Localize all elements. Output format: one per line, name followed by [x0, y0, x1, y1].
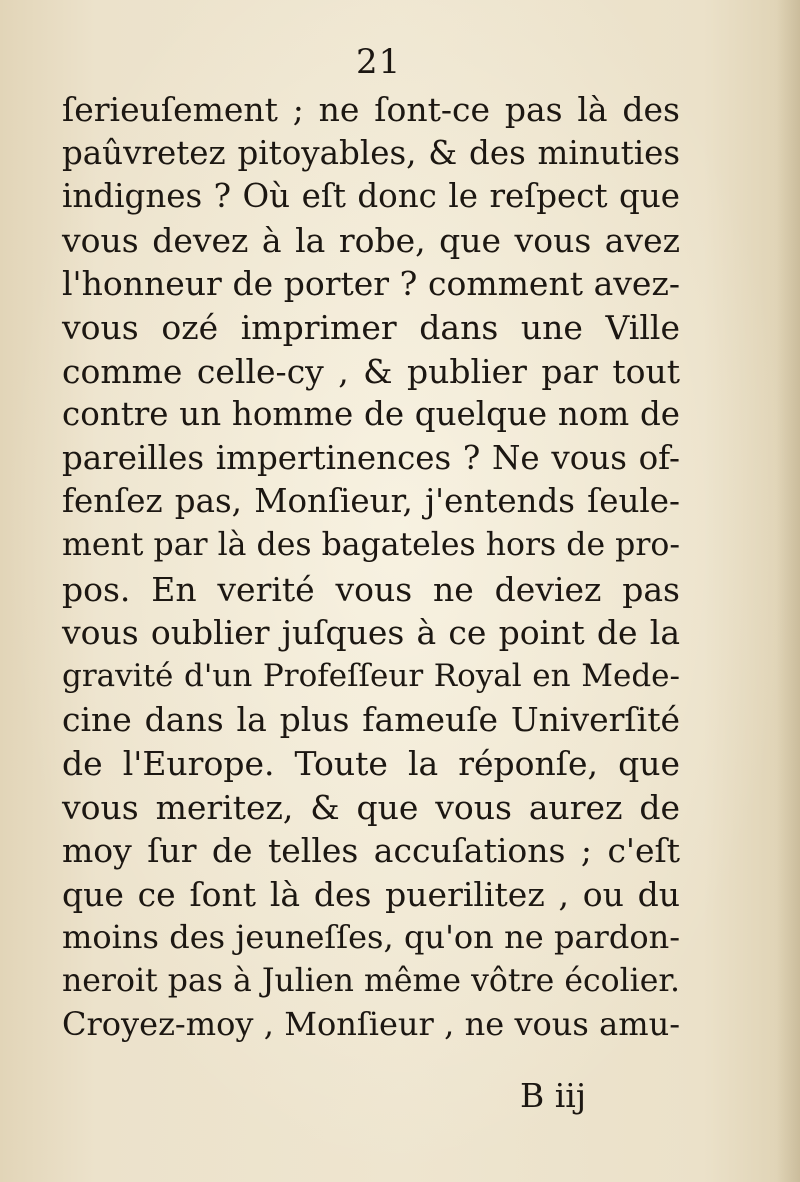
text-line: vous oublier juſques à ce point de la [62, 613, 680, 653]
text-line: paûvretez pitoyables, & des minuties [62, 133, 680, 172]
text-line: pos. En verité vous ne deviez pas [62, 569, 680, 609]
text-line: l'honneur de porter ? comment avez- [62, 264, 680, 304]
text-line: moins des jeuneſſes, qu'on ne pardon- [62, 918, 680, 957]
text-line: gravité d'un Profeſſeur Royal en Mede- [62, 657, 680, 694]
text-line: fenſez pas, Monſieur, j'entends ſeule- [62, 482, 680, 521]
text-line: comme celle-cy , & publier par tout [62, 351, 680, 391]
page-edge-shadow [776, 0, 800, 1182]
text-line: ment par là des bagateles hors de pro- [62, 526, 680, 563]
text-line: neroit pas à Julien même vôtre écolier. [62, 962, 680, 999]
text-line: cine dans la plus fameuſe Univerſité [62, 700, 680, 740]
text-line: vous devez à la robe, que vous avez [62, 220, 680, 260]
text-line: de l'Europe. Toute la réponſe, que [62, 743, 680, 783]
text-line: indignes ? Où eſt donc le reſpect que [62, 177, 680, 216]
text-line: pareilles impertinences ? Ne vous of- [62, 438, 680, 477]
text-line: que ce ſont là des puerilitez , ou du [62, 874, 680, 914]
text-line: ſerieuſement ; ne ſont-ce pas là des [62, 90, 680, 129]
text-line: vous ozé imprimer dans une Ville [62, 307, 680, 347]
text-line: moy ſur de telles accuſations ; c'eſt [62, 831, 680, 871]
text-line: contre un homme de quelque nom de [62, 395, 680, 434]
text-line: vous meritez, & que vous aurez de [62, 787, 680, 827]
page-number: 21 [356, 42, 402, 82]
text-line: Croyez-moy , Monſieur , ne vous amu- [62, 1005, 680, 1044]
signature-mark: B iij [520, 1076, 587, 1115]
body-text [62, 88, 680, 1047]
